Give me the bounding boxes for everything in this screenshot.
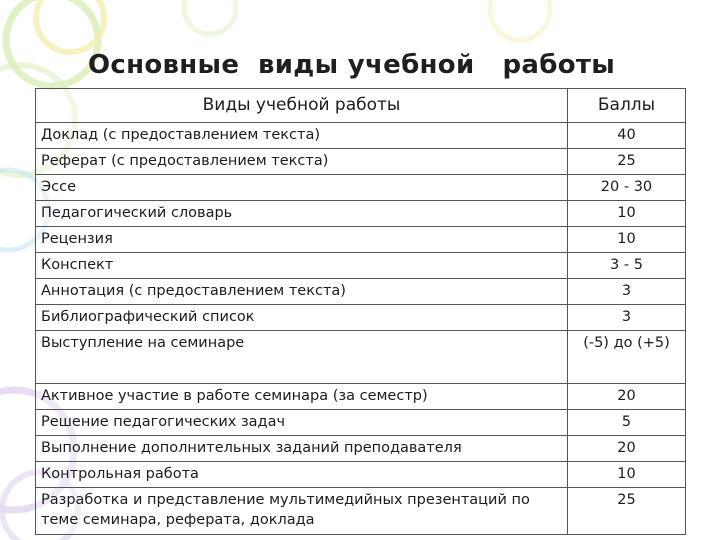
slide-title: Основные виды учебной работы [88,50,616,80]
score-cell: 20 [567,384,685,410]
work-type-cell: Педагогический словарь [36,201,568,227]
table-row [36,253,686,279]
work-type-cell: Выполнение дополнительных заданий преподавателя [36,436,568,462]
table-row [36,384,686,410]
score-cell: 3 - 5 [567,253,685,279]
table-row [36,279,686,305]
score-cell: 40 [567,123,685,149]
table-row [36,410,686,436]
table-header-row [36,89,686,123]
work-type-cell: Контрольная работа [36,462,568,488]
table-row [36,488,686,535]
score-cell: 5 [567,410,685,436]
table-row [36,149,686,175]
score-cell: 25 [567,488,685,535]
table-row [36,201,686,227]
decor-ring-yellow-2 [490,0,550,40]
work-type-cell: Выступление на семинаре [36,331,568,384]
work-type-cell: Эссе [36,175,568,201]
table-row [36,436,686,462]
table-row [36,123,686,149]
score-cell: 3 [567,305,685,331]
table-row [36,227,686,253]
score-cell: 20 - 30 [567,175,685,201]
work-type-cell: Библиографический список [36,305,568,331]
study-work-table [35,88,686,535]
work-type-cell: Активное участие в работе семинара (за семестр) [36,384,568,410]
score-cell: (-5) до (+5) [567,331,685,384]
work-type-cell: Решение педагогических задач [36,410,568,436]
score-cell: 3 [567,279,685,305]
table-row [36,462,686,488]
work-type-cell: Конспект [36,253,568,279]
score-cell: 25 [567,149,685,175]
decor-ring-green [6,0,98,86]
decor-ring-yellow [36,0,104,52]
decor-ring-green-3 [184,0,236,34]
table-row [36,305,686,331]
table-row [36,331,686,384]
score-cell: 20 [567,436,685,462]
score-cell: 10 [567,227,685,253]
work-type-cell: Разработка и представление мультимедийных презентаций по теме семинара, реферата, доклада [36,488,568,535]
work-type-cell: Аннотация (с предоставлением текста) [36,279,568,305]
work-type-cell: Рецензия [36,227,568,253]
header-work-type: Виды учебной работы [36,89,568,123]
score-cell: 10 [567,462,685,488]
score-cell: 10 [567,201,685,227]
header-score: Баллы [567,89,685,123]
work-type-cell: Реферат (с предоставлением текста) [36,149,568,175]
table-row [36,175,686,201]
work-type-cell: Доклад (с предоставлением текста) [36,123,568,149]
